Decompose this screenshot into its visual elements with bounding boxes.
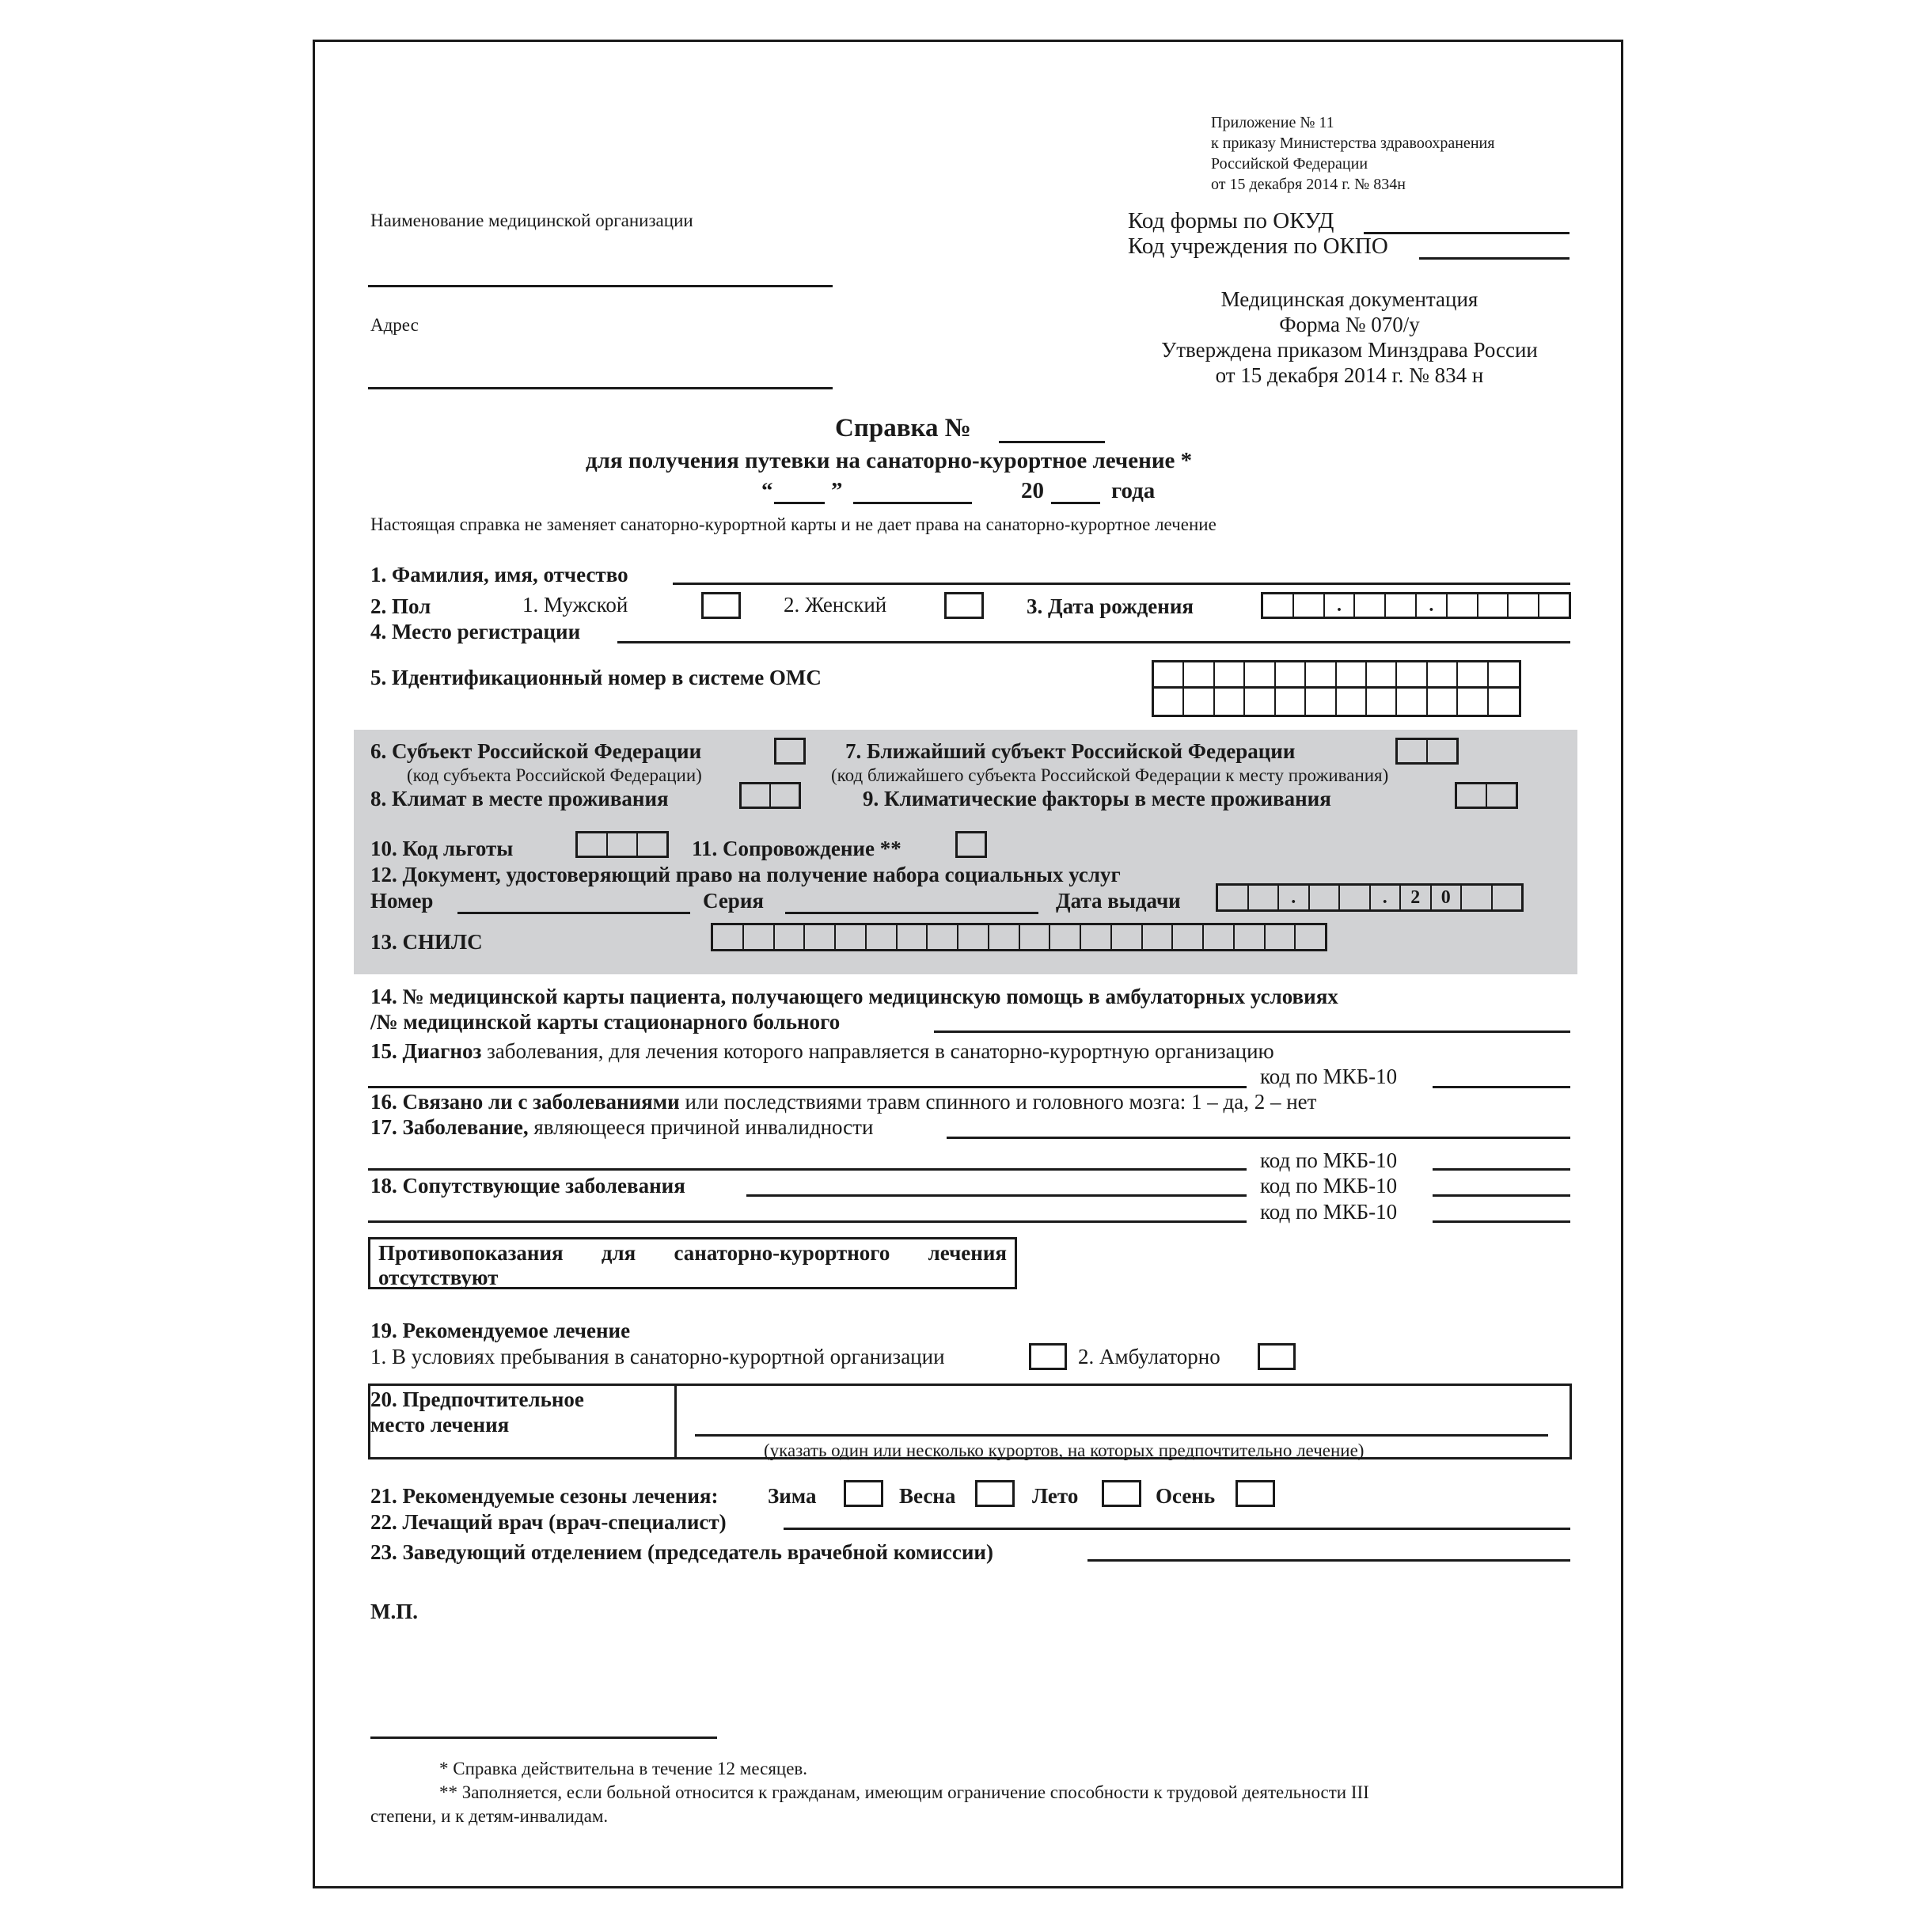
- appendix-line: к приказу Министерства здравоохранения: [1211, 135, 1495, 152]
- preferred-place-label-line2: место лечения: [370, 1413, 510, 1437]
- date-year-field[interactable]: [1051, 502, 1100, 504]
- disability-disease-field-2[interactable]: [368, 1168, 1247, 1171]
- registration-label: 4. Место регистрации: [370, 620, 581, 643]
- snils-cell[interactable]: [1020, 925, 1051, 949]
- comorbidities-field-2[interactable]: [368, 1220, 1247, 1223]
- org-name-label: Наименование медицинской организации: [370, 211, 693, 230]
- season-spring-checkbox[interactable]: [975, 1480, 1015, 1507]
- social-doc-date-cells[interactable]: [1216, 883, 1524, 912]
- treatment-option-outpatient-checkbox[interactable]: [1258, 1343, 1296, 1370]
- oms-cell[interactable]: [1276, 689, 1306, 715]
- seasons-label: 21. Рекомендуемые сезоны лечения:: [370, 1484, 719, 1508]
- benefit-code-cell[interactable]: [578, 833, 608, 856]
- snils-cell[interactable]: [1296, 925, 1325, 949]
- appendix-line: Российской Федерации: [1211, 155, 1368, 173]
- appendix-note: [1211, 112, 1494, 195]
- season-autumn-label: Осень: [1156, 1484, 1216, 1508]
- sex-female-checkbox[interactable]: [944, 592, 984, 619]
- subject-rf-note: (код субъекта Российской Федерации): [407, 765, 702, 785]
- snils-cell[interactable]: [1266, 925, 1296, 949]
- department-head-field[interactable]: [1087, 1559, 1570, 1562]
- diagnosis-icd-field[interactable]: [1433, 1086, 1570, 1088]
- date-open-quote: “: [761, 478, 773, 503]
- escort-checkbox[interactable]: [955, 831, 987, 858]
- oms-cell[interactable]: [1215, 662, 1245, 689]
- preferred-place-divider: [674, 1384, 677, 1459]
- icd-code-label: код по МКБ-10: [1260, 1148, 1398, 1172]
- snils-cell[interactable]: [1204, 925, 1235, 949]
- oms-cell[interactable]: [1397, 662, 1427, 689]
- issue-date-cell[interactable]: [1218, 886, 1249, 909]
- oms-cell[interactable]: [1397, 689, 1427, 715]
- icd-code-label: код по МКБ-10: [1260, 1174, 1398, 1198]
- full-name-field[interactable]: [673, 583, 1570, 585]
- season-summer-checkbox[interactable]: [1102, 1480, 1141, 1507]
- birth-date-separator: .: [1417, 594, 1448, 617]
- social-doc-label: 12. Документ, удостоверяющий право на получение набора социальных услуг: [370, 863, 1121, 886]
- footnote-2-line1: ** Заполняется, если больной относится к гражданам, имеющим ограничение способности к трудовой деятельности III: [439, 1782, 1369, 1802]
- social-doc-series-field[interactable]: [785, 912, 1038, 914]
- disability-disease-label-rest: являющееся причиной инвалидности: [528, 1115, 874, 1139]
- medical-card-field[interactable]: [934, 1031, 1570, 1033]
- sex-male-checkbox[interactable]: [701, 592, 741, 619]
- season-spring-label: Весна: [899, 1484, 956, 1508]
- med-docs-label: Медицинская документация: [1220, 287, 1478, 311]
- social-doc-number-field[interactable]: [457, 912, 690, 914]
- okpo-label: Код учреждения по ОКПО: [1128, 233, 1388, 259]
- climate-cell[interactable]: [771, 784, 799, 807]
- snils-cell[interactable]: [805, 925, 836, 949]
- year-suffix: года: [1111, 478, 1156, 503]
- footnote-separator: [370, 1737, 717, 1739]
- birth-date-label: 3. Дата рождения: [1027, 594, 1194, 618]
- spinal-brain-label-bold: 16. Связано ли с заболеваниями: [370, 1090, 680, 1114]
- benefit-code-cells[interactable]: [575, 831, 669, 858]
- season-winter-label: Зима: [768, 1484, 817, 1508]
- season-autumn-checkbox[interactable]: [1235, 1480, 1275, 1507]
- social-doc-number-label: Номер: [370, 889, 434, 913]
- snils-cell[interactable]: [898, 925, 928, 949]
- comorbidities-icd-field[interactable]: [1433, 1194, 1570, 1197]
- oms-cell[interactable]: [1215, 689, 1245, 715]
- form-approval-block: [1124, 287, 1575, 388]
- preferred-place-field[interactable]: [695, 1434, 1548, 1437]
- approval-date: от 15 декабря 2014 г. № 834 н: [1215, 363, 1484, 387]
- issue-date-separator: .: [1371, 886, 1402, 909]
- snils-cell[interactable]: [1235, 925, 1266, 949]
- oms-cell[interactable]: [1458, 689, 1488, 715]
- oms-cell[interactable]: [1337, 689, 1367, 715]
- preferred-place-label-line1: 20. Предпочтительное: [370, 1387, 584, 1411]
- certificate-number-label: Справка №: [835, 414, 971, 442]
- oms-cell[interactable]: [1428, 689, 1458, 715]
- nearest-subject-label: 7. Ближайший субъект Российской Федерации: [845, 739, 1296, 763]
- season-summer-label: Лето: [1032, 1484, 1079, 1508]
- nearest-subject-note: (код ближайшего субъекта Российской Федерации к месту проживания): [831, 765, 1389, 785]
- social-doc-series-label: Серия: [703, 889, 764, 913]
- nearest-subject-cell[interactable]: [1398, 740, 1428, 762]
- benefit-code-cell[interactable]: [608, 833, 638, 856]
- snils-cell[interactable]: [775, 925, 806, 949]
- season-winter-checkbox[interactable]: [844, 1480, 883, 1507]
- department-head-label: 23. Заведующий отделением (председатель врачебной комиссии): [370, 1540, 993, 1564]
- snils-cell[interactable]: [989, 925, 1020, 949]
- issue-date-century: 2: [1401, 886, 1432, 909]
- preferred-place-hint: (указать один или несколько курортов, на которых предпочтительно лечение): [764, 1440, 1365, 1460]
- footnote-2-line2: степени, и к детям-инвалидам.: [370, 1806, 609, 1826]
- stamp-place-label: М.П.: [370, 1600, 418, 1623]
- attending-doctor-field[interactable]: [784, 1528, 1570, 1530]
- escort-label: 11. Сопровождение **: [692, 837, 901, 860]
- benefit-code-label: 10. Код льготы: [370, 837, 514, 860]
- disability-icd-field[interactable]: [1433, 1168, 1570, 1171]
- spinal-brain-label-rest: или последствиями травм спинного и головного мозга: 1 – да, 2 – нет: [679, 1090, 1317, 1114]
- treatment-option-outpatient-label: 2. Амбулаторно: [1078, 1345, 1220, 1368]
- sex-label: 2. Пол: [370, 594, 431, 618]
- oms-cell[interactable]: [1458, 662, 1488, 689]
- oms-cell[interactable]: [1428, 662, 1458, 689]
- nearest-subject-code-cells[interactable]: [1395, 738, 1459, 765]
- medical-card-label-line2: /№ медицинской карты стационарного больного: [370, 1010, 841, 1034]
- appendix-line: от 15 декабря 2014 г. № 834н: [1211, 176, 1406, 193]
- climate-label: 8. Климат в месте проживания: [370, 787, 669, 810]
- snils-cell[interactable]: [744, 925, 775, 949]
- disclaimer: Настоящая справка не заменяет санаторно-курортной карты и не дает права на санаторно-курортное лечение: [370, 514, 1217, 534]
- address-label: Адрес: [370, 315, 419, 335]
- certificate-number-field[interactable]: [999, 441, 1105, 443]
- okpo-field[interactable]: [1419, 257, 1570, 260]
- oms-cell[interactable]: [1245, 689, 1275, 715]
- birth-date-cell[interactable]: [1448, 594, 1478, 617]
- date-day-field[interactable]: [774, 502, 825, 504]
- footnote-1: * Справка действительна в течение 12 месяцев.: [439, 1759, 808, 1778]
- oms-cell[interactable]: [1184, 689, 1214, 715]
- snils-cell[interactable]: [867, 925, 898, 949]
- okud-label: Код формы по ОКУД: [1128, 208, 1334, 233]
- birth-date-cell[interactable]: [1539, 594, 1569, 617]
- spinal-brain-label: [370, 1089, 1316, 1114]
- treatment-option-sanatorium-label: 1. В условиях пребывания в санаторно-курортной организации: [370, 1345, 945, 1368]
- snils-cells[interactable]: [711, 923, 1327, 951]
- attending-doctor-label: 22. Лечащий врач (врач-специалист): [370, 1510, 727, 1534]
- issue-date-separator: .: [1279, 886, 1310, 909]
- climate-code-cells[interactable]: [739, 782, 801, 809]
- birth-date-cells[interactable]: [1261, 592, 1571, 619]
- issue-date-cell[interactable]: [1493, 886, 1522, 909]
- icd-code-label: код по МКБ-10: [1260, 1200, 1398, 1224]
- disability-disease-label-bold: 17. Заболевание,: [370, 1115, 529, 1139]
- address-field[interactable]: [368, 387, 833, 389]
- climate-cell[interactable]: [742, 784, 771, 807]
- preferred-place-label: [370, 1387, 584, 1437]
- full-name-label: 1. Фамилия, имя, отчество: [370, 563, 628, 586]
- birth-date-cell[interactable]: [1294, 594, 1325, 617]
- snils-cell[interactable]: [1143, 925, 1174, 949]
- snils-cell[interactable]: [1081, 925, 1112, 949]
- comorbidities-label: 18. Сопутствующие заболевания: [370, 1174, 685, 1198]
- oms-cell[interactable]: [1184, 662, 1214, 689]
- contraindications-box: [368, 1237, 1017, 1289]
- snils-cell[interactable]: [713, 925, 744, 949]
- oms-cell[interactable]: [1276, 662, 1306, 689]
- oms-cell[interactable]: [1245, 662, 1275, 689]
- climate-factors-cells[interactable]: [1455, 782, 1518, 809]
- recommended-treatment-label: 19. Рекомендуемое лечение: [370, 1319, 631, 1342]
- date-month-field[interactable]: [853, 502, 972, 504]
- birth-date-cell[interactable]: [1509, 594, 1539, 617]
- oms-cell[interactable]: [1306, 662, 1336, 689]
- snils-cell[interactable]: [958, 925, 989, 949]
- birth-date-cell[interactable]: [1386, 594, 1417, 617]
- year-prefix: 20: [1021, 478, 1044, 503]
- issue-date-century: 0: [1432, 886, 1463, 909]
- oms-cell[interactable]: [1337, 662, 1367, 689]
- certificate-purpose: для получения путевки на санаторно-курортное лечение *: [586, 448, 1193, 473]
- appendix-line: Приложение № 11: [1211, 114, 1334, 131]
- climate-factors-cell[interactable]: [1487, 784, 1516, 807]
- benefit-code-cell[interactable]: [638, 833, 666, 856]
- issue-date-cell[interactable]: [1462, 886, 1493, 909]
- issue-date-cell[interactable]: [1340, 886, 1371, 909]
- snils-label: 13. СНИЛС: [370, 930, 483, 954]
- org-name-field[interactable]: [368, 285, 833, 287]
- birth-date-cell[interactable]: [1263, 594, 1294, 617]
- climate-factors-cell[interactable]: [1457, 784, 1487, 807]
- issue-date-cell[interactable]: [1310, 886, 1341, 909]
- contraindications-text: Противопоказания для санаторно-курортного лечения отсутствуют: [378, 1241, 1007, 1289]
- snils-cell[interactable]: [1173, 925, 1204, 949]
- treatment-option-sanatorium-checkbox[interactable]: [1029, 1343, 1067, 1370]
- birth-date-separator: .: [1325, 594, 1356, 617]
- snils-cell[interactable]: [836, 925, 867, 949]
- birth-date-cell[interactable]: [1355, 594, 1386, 617]
- birth-date-cell[interactable]: [1478, 594, 1509, 617]
- oms-number-label: 5. Идентификационный номер в системе ОМС: [370, 666, 822, 689]
- medical-card-label-line1: 14. № медицинской карты пациента, получающего медицинскую помощь в амбулаторных условиях: [370, 985, 1338, 1008]
- oms-cell[interactable]: [1154, 689, 1184, 715]
- oms-cell[interactable]: [1367, 689, 1397, 715]
- comorbidities-icd-field-2[interactable]: [1433, 1220, 1570, 1223]
- disability-disease-field[interactable]: [947, 1137, 1570, 1139]
- snils-cell[interactable]: [928, 925, 958, 949]
- form-number: Форма № 070/у: [1279, 313, 1420, 336]
- nearest-subject-cell[interactable]: [1428, 740, 1456, 762]
- diagnosis-label-rest: заболевания, для лечения которого направляется в санаторно-курортную организацию: [481, 1039, 1274, 1063]
- subject-rf-label: 6. Субъект Российской Федерации: [370, 739, 702, 763]
- diagnosis-label-bold: 15. Диагноз: [370, 1039, 482, 1063]
- oms-number-grid[interactable]: [1152, 660, 1521, 717]
- climate-factors-label: 9. Климатические факторы в месте проживания: [863, 787, 1331, 810]
- oms-cell[interactable]: [1367, 662, 1397, 689]
- okud-field[interactable]: [1364, 232, 1570, 234]
- registration-field[interactable]: [617, 641, 1570, 643]
- snils-cell[interactable]: [1050, 925, 1081, 949]
- comorbidities-field[interactable]: [746, 1194, 1247, 1197]
- approval-order: Утверждена приказом Минздрава России: [1161, 338, 1538, 362]
- snils-cell[interactable]: [1112, 925, 1143, 949]
- diagnosis-field[interactable]: [368, 1086, 1247, 1088]
- oms-cell[interactable]: [1154, 662, 1184, 689]
- icd-code-label: код по МКБ-10: [1260, 1065, 1398, 1088]
- diagnosis-label: [370, 1038, 1274, 1064]
- oms-cell[interactable]: [1489, 689, 1519, 715]
- issue-date-cell[interactable]: [1249, 886, 1280, 909]
- sex-female-label: 2. Женский: [784, 593, 887, 617]
- subject-rf-code-box[interactable]: [774, 738, 806, 765]
- disability-disease-label: [370, 1114, 873, 1140]
- date-close-quote: ”: [831, 478, 843, 503]
- social-doc-date-label: Дата выдачи: [1056, 889, 1181, 913]
- sex-male-label: 1. Мужской: [522, 593, 628, 617]
- oms-cell[interactable]: [1489, 662, 1519, 689]
- oms-cell[interactable]: [1306, 689, 1336, 715]
